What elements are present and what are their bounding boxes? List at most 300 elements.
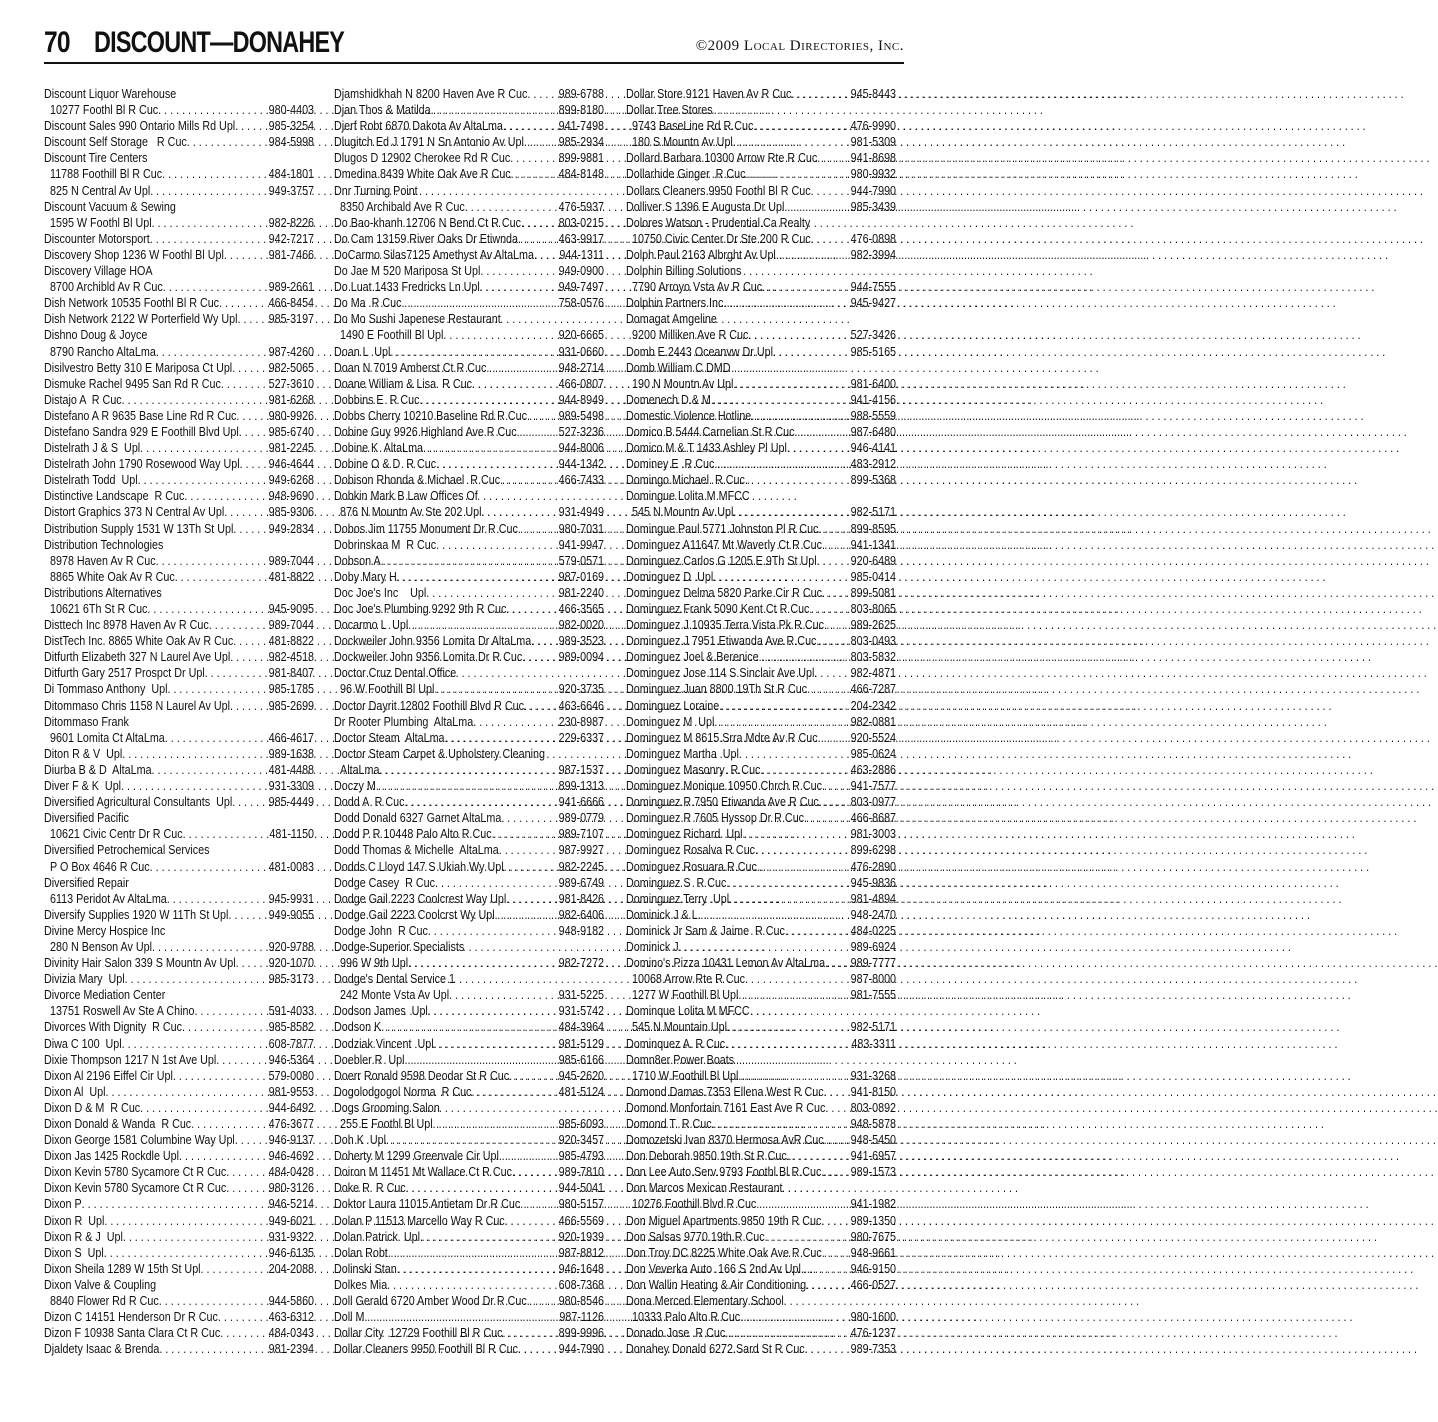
listing-phone: 985-3173 [268, 972, 315, 987]
listing-entry [626, 939, 896, 955]
listing-entry [626, 1132, 896, 1148]
listing-name: Don Troy DC 8225 White Oak Ave R Cuc [626, 1245, 822, 1260]
listing-phone: 481-8822 [268, 634, 315, 649]
listing-phone: 941-1341 [850, 537, 897, 552]
leader-dots [711, 392, 849, 408]
leader-dots [503, 118, 557, 134]
listing-entry [334, 778, 604, 794]
listing-name: DistTech Inc. 8865 White Oak Av R Cuc [44, 634, 234, 649]
listing-heading [626, 215, 896, 231]
listing-phone: 944-7990 [850, 183, 897, 198]
listing-phone: 466-8454 [268, 296, 315, 311]
leader-dots [743, 826, 849, 842]
listing-phone: 944-6492 [268, 1100, 315, 1115]
listing-phone: 941-8698 [850, 151, 897, 166]
listing-entry [334, 891, 604, 907]
listing-phone: 980-4403 [268, 103, 315, 118]
listing-phone: 803-0892 [850, 1100, 897, 1115]
listing-entry [626, 1229, 896, 1245]
listing-name: Disttech Inc 8978 Haven Av R Cuc [44, 618, 209, 633]
listing-phone: 483-3311 [851, 1036, 897, 1051]
leader-dots [387, 1277, 557, 1293]
leader-dots [436, 537, 557, 553]
listing-entry [626, 1019, 896, 1035]
listing-phone: 988-5559 [850, 408, 897, 423]
leader-dots [388, 1245, 557, 1261]
leader-dots [228, 907, 266, 923]
listing-name: Discount Self Storage R Cuc [44, 135, 187, 150]
listing-name: Domingo Michael R Cuc [626, 473, 745, 488]
listing-entry [626, 987, 896, 1003]
listing-name: 6113 Peridot Av AltaLma [50, 891, 167, 906]
listing-name: Dobine O & D R Cuc [334, 457, 437, 472]
leader-dots [518, 521, 557, 537]
listing-phone: 945-9836 [850, 875, 897, 890]
listing-name: Domond T R Cuc [626, 1117, 712, 1131]
listing-entry [44, 1019, 314, 1035]
listing-entry [334, 344, 604, 360]
listing-phone: 987-8812 [558, 1245, 605, 1260]
listing-heading [334, 939, 604, 955]
listing-name: Diversified Pacific [44, 811, 129, 826]
leader-dots [150, 859, 267, 875]
listing-phone: 981-2240 [558, 585, 605, 600]
listing-phone: 989-2625 [850, 618, 897, 633]
leader-dots [818, 521, 848, 537]
listing-entry [334, 1325, 604, 1341]
listing-heading [334, 1100, 604, 1116]
listing-phone: 987-4260 [268, 344, 315, 359]
listing-entry [626, 794, 896, 810]
listing-phone: 946-4692 [268, 1149, 315, 1164]
listing-entry [44, 247, 314, 263]
listing-name: Djan Thos & Matilda [334, 103, 431, 118]
listing-entry [334, 633, 604, 649]
listing-entry [626, 1068, 896, 1084]
listing-entry [334, 842, 604, 858]
listing-name: 9200 Milliken Ave R Cuc [632, 328, 749, 343]
listing-name: Divinity Hair Salon 339 S Mountn Av Upl [44, 956, 236, 971]
leader-dots [140, 1100, 267, 1116]
listing-entry [44, 440, 314, 456]
leader-dots [122, 392, 267, 408]
listing-phone: 985-6740 [268, 424, 315, 439]
leader-dots [233, 633, 267, 649]
listing-phone: 608-7877 [268, 1036, 315, 1051]
listing-entry [44, 794, 314, 810]
listing-name: 1595 W Foothl Bl Upl [50, 215, 152, 230]
listing-phone: 481-5124 [558, 1084, 605, 1099]
listing-entry [626, 1325, 896, 1341]
listing-entry [334, 1261, 604, 1277]
listing-entry [334, 1003, 604, 1019]
listing-entry [626, 118, 896, 134]
leader-dots [733, 504, 848, 520]
listing-phone: 476-9990 [850, 119, 897, 134]
listing-entry [334, 537, 604, 553]
listing-phone: 985-3197 [268, 312, 315, 327]
listing-name: 1277 W Foothill Bl Upl [632, 988, 739, 1003]
leader-dots [218, 1309, 267, 1325]
listing-entry [626, 472, 896, 488]
leader-dots [390, 344, 557, 360]
leader-dots [714, 714, 848, 730]
listing-name: Distribution Supply 1531 W 13Th St Upl [44, 521, 234, 536]
listing-name: Doktor Laura 11015 Antietam Dr R Cuc [334, 1197, 521, 1212]
listing-phone: 527-3236 [558, 424, 605, 439]
listing-name: 190 N Mountn Av Upl [632, 376, 734, 391]
listing-entry [334, 1196, 604, 1212]
listing-entry [626, 440, 896, 456]
listing-name: Dominguez Jose 114 S Sinclair Ave Upl [626, 666, 815, 681]
leader-dots [521, 215, 557, 231]
listing-name: Doh K Upl [334, 1133, 386, 1148]
listing-name: Domico M & T 1433 Ashley Pl Upl [626, 441, 787, 456]
listing-name: Dobine K AltaLma [334, 441, 424, 456]
leader-dots [738, 1068, 849, 1084]
leader-dots [236, 408, 266, 424]
leader-dots [524, 134, 557, 150]
listing-entry [626, 971, 896, 987]
listing-phone: 803-0493 [850, 634, 897, 649]
listing-name: Dogolodgogol Norma R Cuc [334, 1084, 472, 1099]
listing-heading [44, 875, 314, 891]
leader-dots [733, 376, 848, 392]
listing-name: Distributions Alternatives [44, 585, 162, 600]
listing-name: Diversify Supplies 1920 W 11Th St Upl [44, 907, 229, 922]
listing-entry [44, 1036, 314, 1052]
listing-entry [334, 263, 604, 279]
listing-entry [334, 279, 604, 295]
listing-phone: 484-0343 [268, 1326, 315, 1341]
listing-entry [334, 923, 604, 939]
listing-phone: 949-2834 [268, 521, 315, 536]
listing-phone: 931-0660 [558, 344, 605, 359]
listing-phone: 981-5129 [558, 1036, 605, 1051]
listing-name: Dodds C Lloyd 147 S Ukiah Wy Upl [334, 859, 504, 874]
listing-phone: 941-6957 [850, 1149, 897, 1164]
leader-dots [423, 440, 557, 456]
listing-phone: 987-1126 [559, 1310, 605, 1325]
leader-dots [138, 472, 267, 488]
listing-name: Distort Graphics 373 N Central Av Upl [44, 505, 225, 520]
listing-name: Dixon P [44, 1197, 82, 1212]
listing-entry [334, 601, 604, 617]
listing-phone: 946-4644 [268, 457, 315, 472]
leader-dots [152, 939, 267, 955]
listing-name: Discount Tire Centers [44, 151, 148, 166]
listing-name: Dodge-Superior Specialists [334, 939, 465, 954]
listing-entry [44, 1052, 314, 1068]
listing-phone: 980-7675 [850, 1229, 897, 1244]
listing-entry [626, 730, 896, 746]
listing-entry [44, 231, 314, 247]
leader-dots [426, 585, 557, 601]
leader-dots [379, 762, 556, 778]
listing-entry [44, 859, 314, 875]
leader-dots [791, 86, 849, 102]
listing-entry [44, 955, 314, 971]
listing-entry [44, 971, 314, 987]
listing-entry [334, 617, 604, 633]
listing-phone: 466-3565 [558, 602, 605, 616]
listing-phone: 980-3126 [268, 1181, 315, 1196]
listing-name: Diversified Repair [44, 875, 129, 890]
listing-entry [44, 617, 314, 633]
leader-dots [473, 714, 557, 730]
listing-phone: 946-5214 [268, 1197, 315, 1212]
listing-phone: 944-7990 [558, 1342, 605, 1357]
leader-dots [817, 150, 849, 166]
listing-entry [334, 1164, 604, 1180]
listing-phone: 981-4894 [850, 891, 897, 906]
leader-dots [152, 215, 267, 231]
leader-dots [679, 939, 849, 955]
listing-entry [44, 681, 314, 697]
listing-heading [44, 199, 314, 215]
leader-dots [405, 794, 557, 810]
listing-name: Dixon Al 2196 Eiffel Cir Upl [44, 1068, 173, 1083]
listing-name: Dobbs Cherry 10210 Baseline Rd R Cuc [334, 408, 528, 423]
listing-entry [334, 327, 604, 343]
listing-name: Dolan Patrick Upl [334, 1229, 421, 1244]
leader-dots [762, 279, 849, 295]
leader-dots [230, 698, 267, 714]
listing-entry [44, 665, 314, 681]
leader-dots [825, 955, 849, 971]
listing-phone: 989-0094 [558, 650, 605, 665]
leader-dots [82, 1196, 267, 1212]
listing-entry [334, 698, 604, 714]
listing-name: Dominguez A11647 Mt Waverly Ct R Cuc [626, 537, 822, 552]
listing-phone: 204-2088 [268, 1261, 315, 1276]
leader-dots [150, 183, 267, 199]
leader-dots [501, 810, 557, 826]
listing-phone: 944-7555 [850, 280, 897, 295]
listing-phone: 981-6268 [268, 392, 315, 407]
leader-dots [121, 778, 267, 794]
listing-phone: 989-1573 [850, 1165, 897, 1180]
listing-entry [44, 1003, 314, 1019]
listing-name: Dobkin Mark B Law Offices Of [334, 489, 478, 504]
listing-name: Dollard Barbara 10300 Arrow Rte R Cuc [626, 151, 818, 166]
page-title: DISCOUNT—DONAHEY [94, 26, 345, 59]
listing-name: Discount Sales 990 Ontario Mills Rd Upl [44, 119, 236, 134]
leader-dots [163, 279, 267, 295]
leader-dots [805, 1341, 849, 1357]
listing-entry [334, 1277, 604, 1293]
listing-name: Dodge Gail 2223 Coolcrest Way Upl [334, 891, 507, 906]
listing-phone: 466-0527 [850, 1277, 897, 1292]
listing-phone: 476-0898 [850, 231, 897, 246]
listing-entry [334, 199, 604, 215]
listing-phone: 944-5041 [558, 1181, 605, 1196]
listing-name: Doczy M [334, 779, 376, 794]
listing-name: Don Deborah 9850 19th St R Cuc [626, 1149, 787, 1164]
listing-phone: 466-7433 [558, 473, 605, 488]
listing-name: Dnr Turning Point [334, 183, 418, 198]
leader-dots [821, 1213, 848, 1229]
listing-entry [626, 376, 896, 392]
listing-name: Dixon R & J Upl [44, 1229, 123, 1244]
leader-dots [125, 971, 267, 987]
leader-dots [194, 1003, 266, 1019]
listing-phone: 982-5065 [268, 360, 315, 375]
listing-phone: 899-6298 [850, 843, 897, 858]
listing-phone: 981-5309 [850, 135, 897, 150]
listing-name: Divizia Mary Upl [44, 972, 125, 987]
listing-phone: 463-6312 [268, 1310, 315, 1325]
listing-heading [44, 537, 314, 553]
leader-dots [106, 1084, 267, 1100]
leader-dots [156, 344, 267, 360]
listing-entry [44, 472, 314, 488]
listing-name: Dollar Store 9121 Haven Av R Cuc [626, 87, 792, 101]
leader-dots [814, 665, 848, 681]
listing-name: Dodziak Vincent Upl [334, 1036, 434, 1051]
listing-entry [334, 569, 604, 585]
listing-entry [44, 1196, 314, 1212]
listing-entry [626, 923, 896, 939]
listing-entry [334, 987, 604, 1003]
listing-phone: 989-6788 [558, 87, 605, 101]
listing-heading [626, 488, 896, 504]
listing-entry [44, 939, 314, 955]
leader-dots [819, 794, 849, 810]
listing-name: P O Box 4646 R Cuc [50, 859, 150, 874]
leader-dots [816, 633, 848, 649]
listing-name: Dominguez R 7605 Hyssop Dr R Cuc [626, 811, 805, 826]
listing-name: Dixon George 1581 Columbine Way Upl [44, 1133, 235, 1148]
listing-name: Doan N 7019 Amherst Ct R Cuc [334, 360, 487, 375]
listing-name: Dodge's Dental Service 1 [334, 972, 455, 987]
listing-phone: 989-7810 [558, 1165, 605, 1180]
leader-dots [405, 1052, 557, 1068]
leader-dots [232, 360, 267, 376]
leader-dots [364, 1309, 557, 1325]
leader-dots [123, 1229, 267, 1245]
listing-phone: 481-4488 [268, 762, 315, 777]
leader-dots [824, 617, 849, 633]
listing-entry [334, 456, 604, 472]
leader-dots [209, 617, 267, 633]
listing-name: Dominguez M 8615 Srra Mdre Av R Cuc [626, 730, 818, 745]
listing-entry [44, 424, 314, 440]
listing-name: Dollarhide Ginger R Cuc [626, 167, 746, 182]
listing-phone: 946-4141 [850, 441, 897, 456]
listing-entry [334, 1116, 604, 1132]
listing-name: Dobson A [334, 553, 381, 568]
listing-name: Diver F & K Upl [44, 779, 122, 794]
listing-name: Dona Merced Elementary School [626, 1294, 784, 1309]
leader-dots [481, 504, 556, 520]
listing-phone: 899-9881 [558, 151, 605, 166]
leader-dots [527, 408, 557, 424]
listing-phone: 981-2245 [268, 441, 315, 456]
listing-heading [626, 263, 896, 279]
listing-name: Dolan Robt [334, 1245, 388, 1260]
listing-entry [626, 1261, 896, 1277]
listing-name: Dockweiler John 9356 Lomita Dr AltaLma [334, 634, 532, 649]
listing-phone: 987-8000 [850, 972, 897, 987]
listing-name: 876 N Mountn Av Ste 202 Upl [340, 505, 482, 520]
leader-dots [162, 166, 267, 182]
listing-name: Distinctive Landscape R Cuc [44, 489, 185, 504]
listing-entry [626, 166, 896, 182]
leader-dots [158, 102, 267, 118]
listing-entry [334, 408, 604, 424]
listing-phone: 920-5524 [850, 730, 897, 745]
listing-phone: 481-1150 [269, 827, 315, 842]
listing-phone: 579-0571 [558, 553, 605, 568]
listing-phone: 944-1311 [559, 247, 605, 262]
listing-phone: 948-5450 [850, 1133, 897, 1148]
leader-dots [216, 1052, 267, 1068]
listing-phone: 949-6021 [268, 1213, 315, 1228]
listing-phone: 481-8822 [268, 569, 315, 584]
listing-name: Doerr Ronald 9598 Deodar St R Cuc [334, 1068, 510, 1083]
listing-phone: 466-8687 [850, 811, 897, 826]
listing-entry [626, 891, 896, 907]
listing-name: Dominguez M Upl [626, 714, 715, 729]
listing-entry [626, 826, 896, 842]
listing-entry [44, 134, 314, 150]
listing-entry [334, 1293, 604, 1309]
leader-dots [817, 553, 849, 569]
listing-phone: 981-2394 [268, 1342, 315, 1357]
listing-name: Don Wallin Heating & Air Conditioning [626, 1277, 807, 1292]
listing-name: 8700 Archibld Av R Cuc [50, 280, 163, 295]
listing-phone: 982-0020 [558, 618, 605, 633]
listing-name: Dobison Rhonda & Michael R Cuc [334, 473, 501, 488]
leader-dots [224, 504, 267, 520]
listing-phone: 985-2934 [558, 135, 605, 150]
listing-heading [626, 360, 896, 376]
listing-name: Disilvestro Betty 310 E Mariposa Ct Upl [44, 360, 233, 375]
listing-name: Doherty M 1299 Greenvale Cir Upl [334, 1149, 499, 1164]
listing-heading [626, 1003, 896, 1019]
listing-phone: 931-5742 [558, 1004, 605, 1019]
listing-entry [626, 1213, 896, 1229]
listing-phone: 476-2890 [850, 859, 897, 874]
listing-phone: 985-6166 [558, 1052, 605, 1067]
listing-phone: 949-0900 [558, 264, 605, 279]
listing-phone: 981-9553 [268, 1084, 315, 1099]
listing-name: Doctor Steam Carpet & Upholstery Cleaning [334, 746, 545, 761]
listing-name: Diton R & V Upl [44, 746, 123, 761]
leader-dots [821, 1164, 848, 1180]
listing-phone: 985-4449 [268, 795, 315, 810]
listing-phone: 941-6666 [558, 795, 605, 810]
listing-name: Donado Jose R Cuc [626, 1326, 726, 1341]
listing-phone: 946-9137 [268, 1133, 315, 1148]
listing-phone: 987-9927 [558, 843, 605, 858]
listing-heading [334, 488, 604, 504]
listing-phone: 987-6480 [850, 424, 897, 439]
listing-entry [334, 730, 604, 746]
listing-name: Doctor Cruz Dental Office [334, 666, 457, 681]
listing-entry [44, 1309, 314, 1325]
listing-name: Djaldety Isaac & Brenda [44, 1342, 160, 1357]
listing-phone: 484-0428 [268, 1165, 315, 1180]
listing-entry [626, 86, 896, 102]
leader-dots [226, 1164, 267, 1180]
listing-name: Domozetski Ivan 8370 Hermosa AvR Cuc [626, 1133, 824, 1148]
listing-entry [334, 794, 604, 810]
page-number: 70 [44, 26, 70, 59]
listing-phone: 989-1638 [268, 746, 315, 761]
listing-phone: 948-2470 [850, 907, 897, 922]
